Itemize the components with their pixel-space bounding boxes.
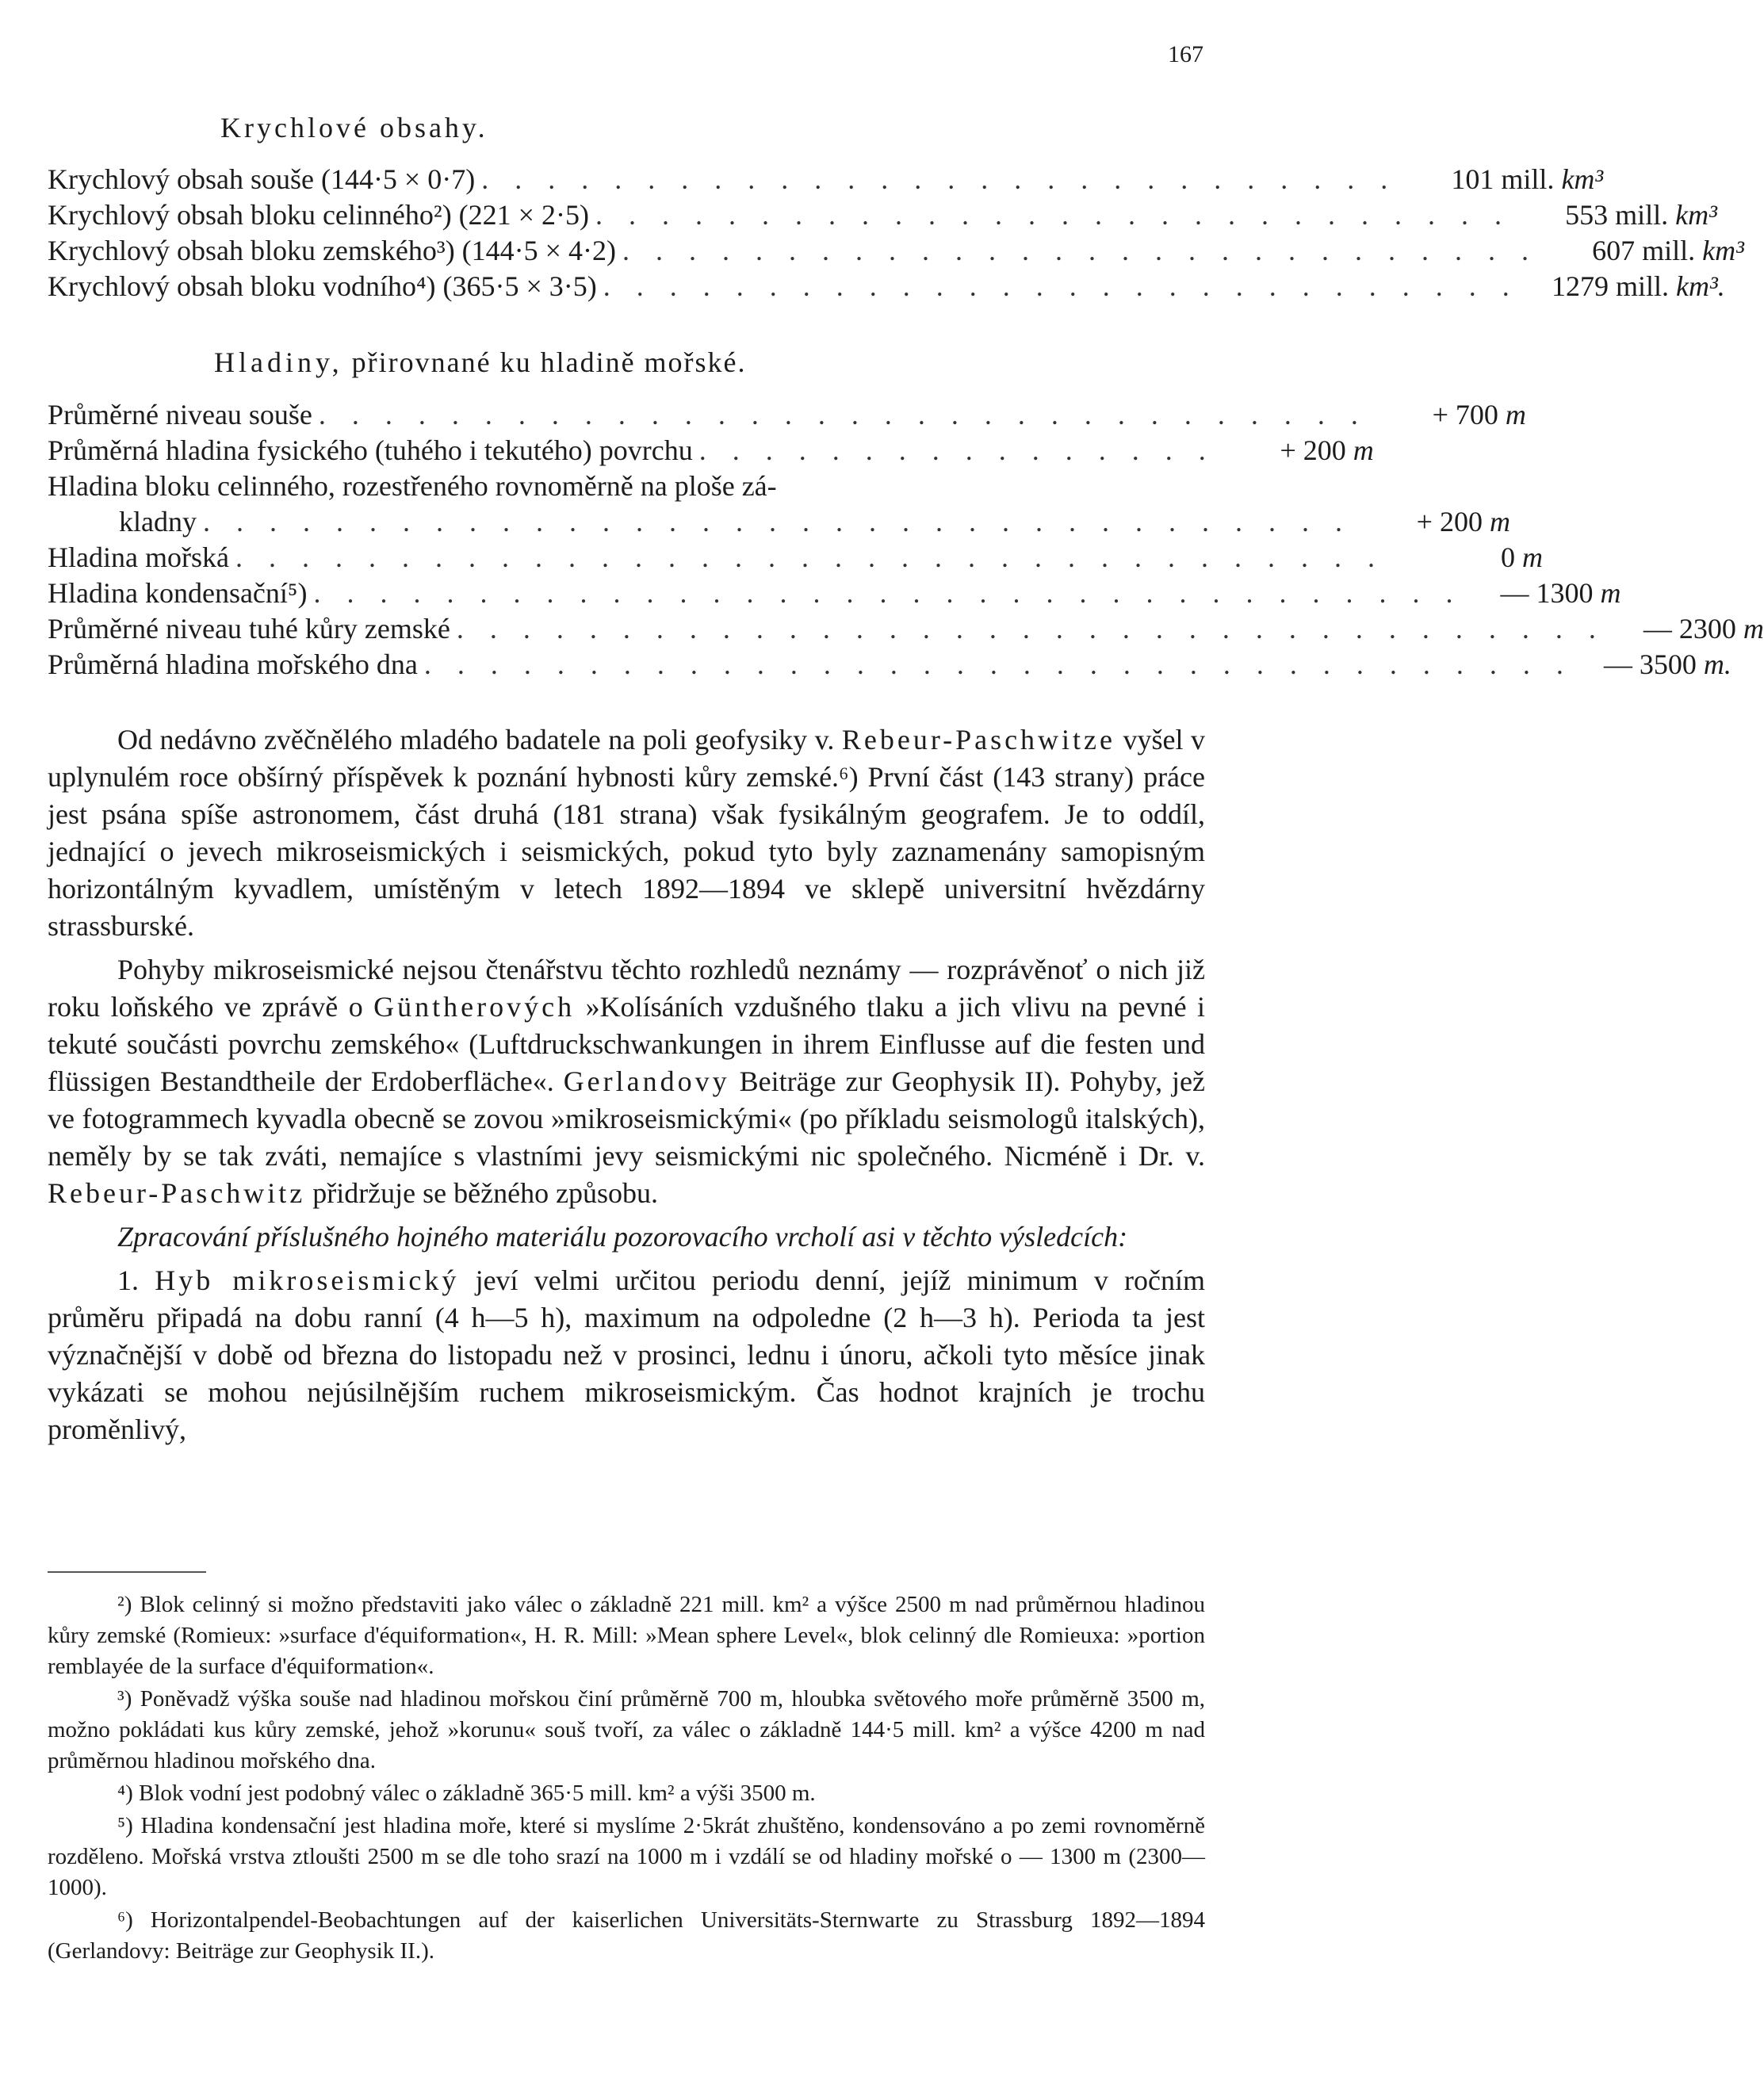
dot-leader: . . . . . . . . . . . . . . . . . . . . . . . . . . . . <box>603 270 1519 302</box>
row-value: + 200 m <box>1416 506 1510 537</box>
page-number: 167 <box>1168 41 1203 67</box>
row-value: 607 mill. km³ <box>1592 235 1744 266</box>
row-label: Hladina bloku celinného, rozestřeného rovnoměrně na ploše zá- <box>48 470 777 502</box>
body-text <box>48 721 1205 1455</box>
dot-leader: . . . . . . . . . . . . . . . . . . . . . . . . . . . . <box>595 199 1511 231</box>
table-row <box>48 163 1604 198</box>
table-row <box>48 612 1764 648</box>
dot-leader: . . . . . . . . . . . . . . . . . . . . . . . . . . . . . . . . . . . <box>313 577 1463 609</box>
paragraph: 1. Hyb mikroseismický jeví velmi určitou periodu denní, jejíž minimum v ročním průměru připadá na dobu ranní (4 h—5 h), maximum na odpoledne (2 h—3 h). Perioda ta jest význačnější v době od března do listopadu než v prosinci, lednu i únoru, ačkoli tyto měsíce jinak vykázati se mohou nejúsilnějším ruchem mikroseismickým. Čas hodnot krajních je trochu proměnlivý, <box>48 1264 1205 1445</box>
table-row <box>48 469 1205 505</box>
row-value: — 1300 m <box>1500 577 1621 609</box>
dot-leader: . . . . . . . . . . . . . . . . . . . . . . . . . . . . . . . . . . . <box>235 541 1384 573</box>
table-row <box>48 576 1621 612</box>
dot-leader: . . . . . . . . . . . . . . . . . . . . . . . . . . . . . . . . . . . <box>456 613 1605 645</box>
row-label: Krychlový obsah bloku vodního⁴) (365·5 × 3·5) <box>48 270 597 302</box>
footnote-divider <box>48 1571 206 1573</box>
footnote: ⁶) Horizontalpendel-Beobachtungen auf der kaiserlichen Universitäts-Sternwarte zu Strassburg 1892—1894 (Gerlandovy: Beiträge zur Geophysik II.). <box>48 1907 1205 1964</box>
row-value: — 3500 m. <box>1603 648 1731 680</box>
row-value: + 200 m <box>1280 434 1374 466</box>
row-label: Hladina mořská <box>48 541 229 573</box>
row-label: Průměrná hladina mořského dna <box>48 648 418 680</box>
dot-leader: . . . . . . . . . . . . . . . . . . . . . . . . . . . . . . . . . . . <box>202 506 1352 537</box>
row-value: — 2300 m <box>1643 613 1764 645</box>
row-label: Krychlový obsah bloku zemského³) (144·5 × 4·2) <box>48 235 616 266</box>
row-label: Krychlový obsah souše (144·5 × 0·7) <box>48 163 476 195</box>
row-label: kladny <box>119 506 197 537</box>
footnote: ⁴) Blok vodní jest podobný válec o základně 365·5 mill. km² a výši 3500 m. <box>117 1781 816 1806</box>
dot-leader: . . . . . . . . . . . . . . . . . . . . . . . . . . . . . . . . <box>318 399 1368 430</box>
section-heading-volumes: Krychlové obsahy. <box>220 112 488 143</box>
dot-leader: . . . . . . . . . . . . . . . . . . . . . . . . . . . . <box>622 235 1538 266</box>
volumes-table <box>48 163 1744 305</box>
row-value: 1279 mill. km³. <box>1551 270 1725 302</box>
row-label: Průměrné niveau tuhé kůry zemské <box>48 613 450 645</box>
row-value: + 700 m <box>1432 399 1526 430</box>
table-row <box>48 398 1526 434</box>
footnote: ⁵) Hladina kondensační jest hladina moře, které si myslíme 2·5krát zhuštěno, kondensováno a po zemi rovnoměrně rozděleno. Mořská vrstva ztloušti 2500 m se dle toho srazí na 1000 m i vzdálí se od hladiny mořské o — 1300 m (2300—1000). <box>48 1813 1205 1900</box>
table-row <box>48 505 1510 541</box>
dot-leader: . . . . . . . . . . . . . . . . . . . . . . . . . . . . <box>481 163 1398 195</box>
row-label: Krychlový obsah bloku celinného²) (221 × 2·5) <box>48 199 589 231</box>
table-row <box>48 434 1374 469</box>
levels-table <box>48 398 1764 683</box>
row-label: Průměrná hladina fysického (tuhého i tekutého) povrchu <box>48 434 693 466</box>
footnote: ²) Blok celinný si možno představiti jako válec o základně 221 mill. km² a výšce 2500 m nad průměrnou hladinou kůry zemské (Romieux: »surface d'équiformation«, H. R. Mill: »Mean sphere Level«, blok celinný dle Romieuxa: »portion remblayée de la surface d'équiformation«. <box>48 1592 1205 1679</box>
table-row <box>48 648 1731 683</box>
table-row <box>48 234 1744 270</box>
row-label: Průměrné niveau souše <box>48 399 312 430</box>
paragraph: Zpracování příslušného hojného materiálu pozorovacího vrcholí asi v těchto výsledcích: <box>117 1221 1128 1253</box>
footnotes <box>48 1589 1205 1968</box>
paragraph: Pohyby mikroseismické nejsou čtenářstvu těchto rozhledů neznámy — rozprávěnoť o nich již roku loňského ve zprávě o Güntherových »Kolísáních vzdušného tlaku a jich vlivu na pevné i tekuté součásti povrchu zemského« (Luftdruckschwankungen in ihrem Einflusse auf die festen und flüssigen Bestandtheile der Erdoberfläche«. Gerlandovy Beiträge zur Geophysik II). Pohyby, jež ve fotogrammech kyvadla obecně se zovou »mikroseismickými« (po příkladu seismologů italských), neměly by se tak zváti, nemajíce s vlastními jevy seismickými nic společného. Nicméně i Dr. v. Rebeur-Paschwitz přidržuje se běžného způsobu. <box>48 954 1206 1209</box>
table-row <box>48 198 1717 234</box>
row-value: 553 mill. km³ <box>1565 199 1717 231</box>
footnote: ³) Poněvadž výška souše nad hladinou mořskou činí průměrně 700 m, hloubka světového moře průměrně 3500 m, možno pokládati kus kůry zemské, jehož »korunu« souš tvoří, za válec o základně 144·5 mill. km² a výšce 4200 m nad průměrnou hladinou mořského dna. <box>48 1686 1205 1773</box>
table-row <box>48 270 1725 305</box>
paragraph: Od nedávno zvěčnělého mladého badatele na poli geofysiky v. Rebeur-Paschwitze vyšel v uplynulém roce obšírný příspěvek k poznání hybnosti kůry zemské.⁶) První část (143 strany) práce jest psána spíše astronomem, část druhá (181 strana) však fysikálným geografem. Je to oddíl, jednající o jevech mikroseismických i seismických, pokud tyto byly zaznamenány samopisným horizontálným kyvadlem, umístěným v letech 1892—1894 ve sklepě universitní hvězdárny strassburské. <box>48 724 1206 942</box>
row-value: 101 mill. km³ <box>1451 163 1604 195</box>
dot-leader: . . . . . . . . . . . . . . . . . . . . . . . . . . . . . . . . . . . <box>423 648 1573 680</box>
row-value: 0 m <box>1500 541 1543 573</box>
dot-leader: . . . . . . . . . . . . . . . . <box>698 434 1215 466</box>
row-label: Hladina kondensační⁵) <box>48 577 308 609</box>
table-row <box>48 541 1543 576</box>
section-heading-levels: Hladiny, přirovnané ku hladině mořské. <box>214 346 747 378</box>
